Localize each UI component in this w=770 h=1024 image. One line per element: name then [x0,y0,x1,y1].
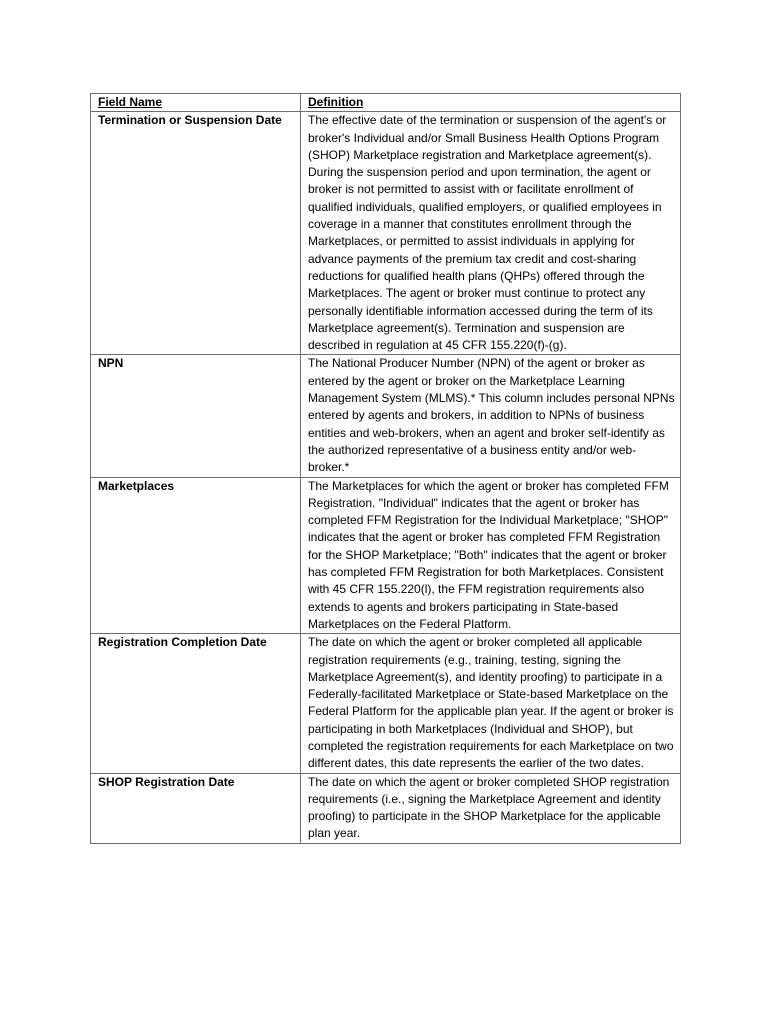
definitions-table [90,93,681,844]
field-name-registration-completion-date: Registration Completion Date [91,634,301,773]
field-name-npn: NPN [91,355,301,477]
table-row [91,773,681,843]
table-row [91,355,681,477]
definition-termination-date: The effective date of the termination or suspension of the agent's or broker's Individual and/or Small Business Health Options Program (SHOP) Marketplace registration and Marketplace agreement(s). During the suspension period and upon termination, the agent or broker is not permitted to assist with or facilitate enrollment of qualified individuals, qualified employers, or qualified employees in coverage in a manner that constitutes enrollment through the Marketplaces, or permitted to assist individuals in applying for advance payments of the premium tax credit and cost-sharing reductions for qualified health plans (QHPs) offered through the Marketplaces. The agent or broker must continue to protect any personally identifiable information accessed during the term of its Marketplace agreement(s). Termination and suspension are described in regulation at 45 CFR 155.220(f)-(g). [301,112,681,355]
definition-registration-completion-date: The date on which the agent or broker completed all applicable registration requirements (e.g., training, testing, signing the Marketplace Agreement(s), and identity proofing) to participate in a Federally-facilitated Marketplace or State-based Marketplace on the Federal Platform for the applicable plan year. If the agent or broker is participating in both Marketplaces (Individual and SHOP), but completed the registration requirements for each Marketplace on two different dates, this date represents the earlier of the two dates. [301,634,681,773]
field-name-marketplaces: Marketplaces [91,477,301,634]
definition-marketplaces: The Marketplaces for which the agent or broker has completed FFM Registration. "Individual" indicates that the agent or broker has completed FFM Registration for the Individual Marketplace; "SHOP" indicates that the agent or broker has completed FFM Registration for the SHOP Marketplace; "Both" indicates that the agent or broker has completed FFM Registration for both Marketplaces. Consistent with 45 CFR 155.220(l), the FFM registration requirements also extends to agents and brokers participating in State-based Marketplaces on the Federal Platform. [301,477,681,634]
field-name-shop-registration-date: SHOP Registration Date [91,773,301,843]
header-row [91,94,681,112]
table-row [91,477,681,634]
table-row [91,112,681,355]
field-name-termination-date: Termination or Suspension Date [91,112,301,355]
definition-shop-registration-date: The date on which the agent or broker completed SHOP registration requirements (i.e., signing the Marketplace Agreement and identity proofing) to participate in the SHOP Marketplace for the applicable plan year. [301,773,681,843]
definition-header: Definition [301,94,681,112]
definition-npn: The National Producer Number (NPN) of the agent or broker as entered by the agent or broker on the Marketplace Learning Management System (MLMS).* This column includes personal NPNs entered by agents and brokers, in addition to NPNs of business entities and web-brokers, when an agent and broker self-identify as the authorized representative of a business entity and/or web-broker.* [301,355,681,477]
field-name-header: Field Name [91,94,301,112]
table-row [91,634,681,773]
